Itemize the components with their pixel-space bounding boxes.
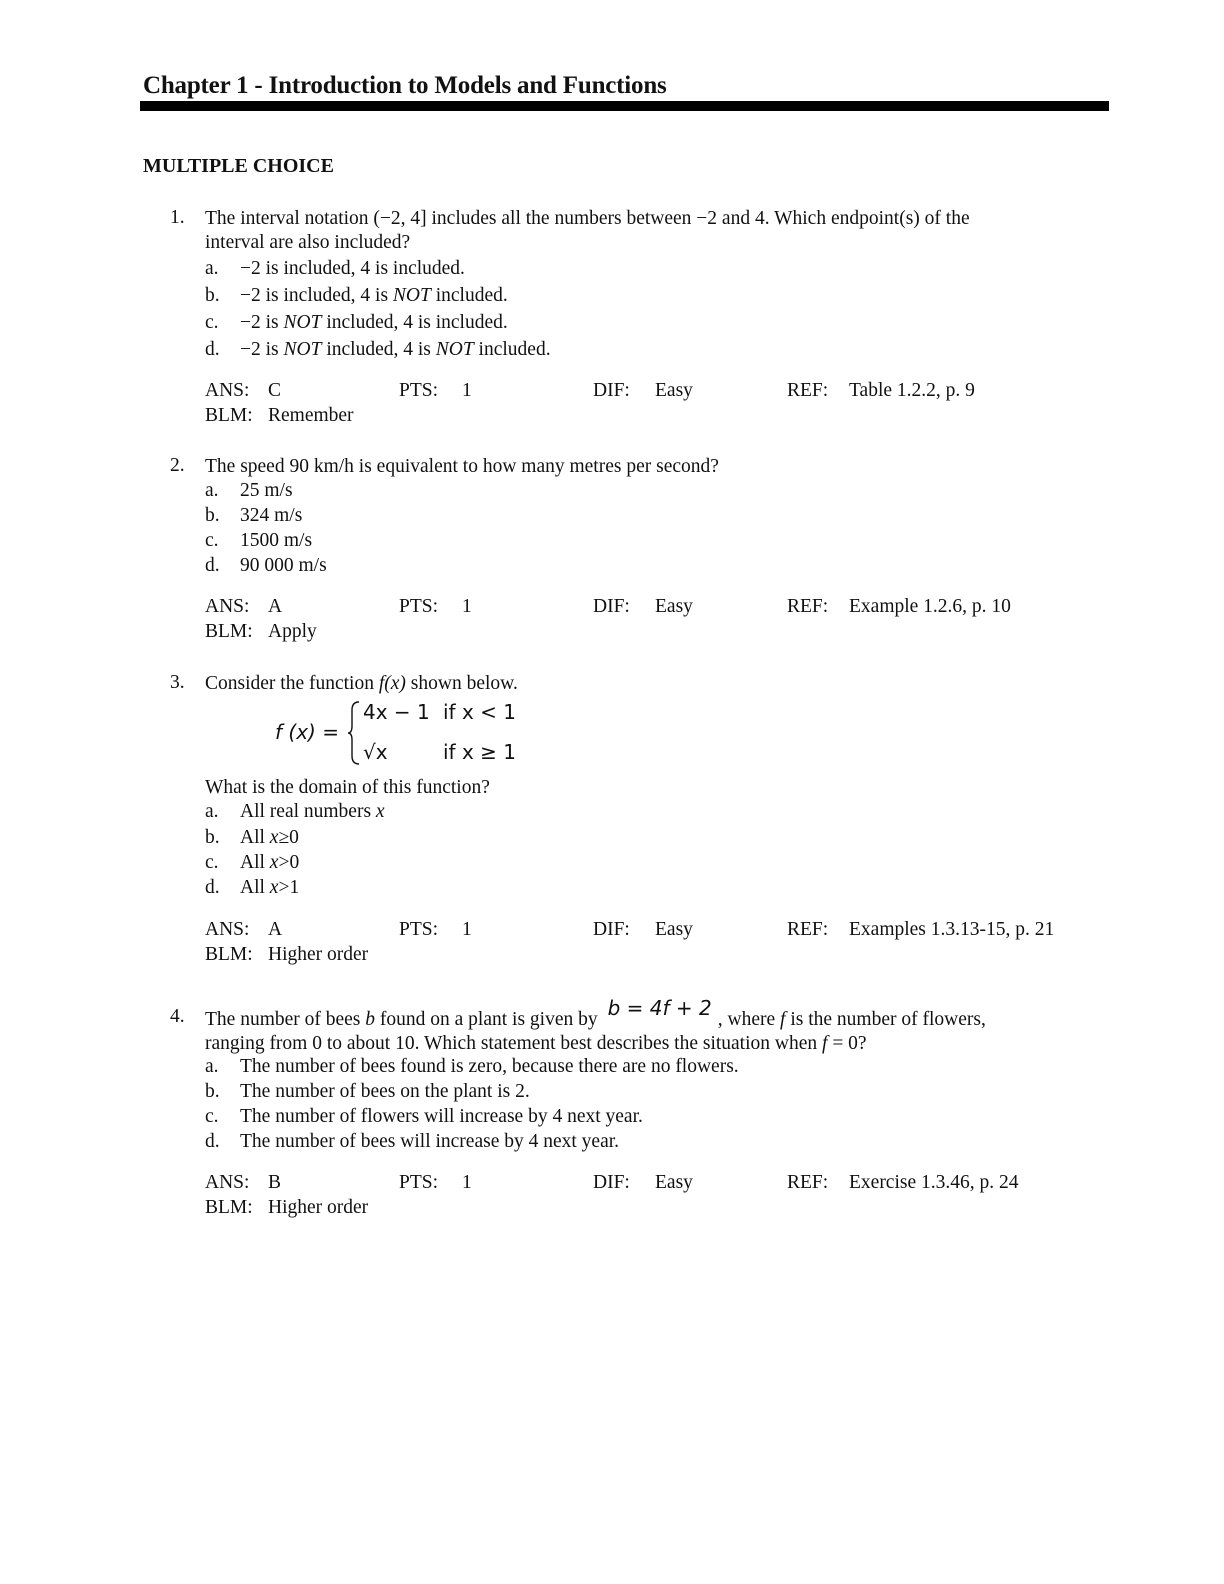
blm-label: BLM:	[205, 621, 253, 642]
pts-value: 1	[462, 1172, 472, 1193]
case2-condition: if x ≥ 1	[443, 740, 516, 764]
option-text: 90 000 m/s	[240, 555, 327, 576]
dif-value: Easy	[655, 380, 693, 401]
option-letter: a.	[205, 258, 219, 279]
dif-label: DIF:	[593, 919, 630, 940]
pts-label: PTS:	[399, 919, 439, 940]
title-rule	[140, 101, 1109, 111]
blm-value: Remember	[268, 405, 354, 426]
dif-value: Easy	[655, 919, 693, 940]
dif-label: DIF:	[593, 380, 630, 401]
blm-label: BLM:	[205, 944, 253, 965]
option-text: All x>0	[240, 852, 300, 873]
pts-value: 1	[462, 380, 472, 401]
case1-condition: if x < 1	[443, 700, 516, 724]
blm-metadata	[205, 621, 1105, 645]
blm-metadata	[205, 944, 1105, 968]
pts-label: PTS:	[399, 1172, 439, 1193]
option-text: 1500 m/s	[240, 530, 313, 551]
section-heading: MULTIPLE CHOICE	[143, 155, 334, 177]
ref-label: REF:	[787, 1172, 829, 1193]
dif-label: DIF:	[593, 596, 630, 617]
question-text-line: ranging from 0 to about 10. Which statement best describes the situation when f = 0?	[205, 1033, 867, 1054]
case1-expression: 4x − 1	[363, 700, 430, 724]
question-number: 4.	[170, 1006, 185, 1027]
option-letter: d.	[205, 1131, 220, 1152]
question-prompt: What is the domain of this function?	[205, 777, 490, 798]
question-number: 1.	[170, 207, 185, 228]
option-letter: c.	[205, 1106, 219, 1127]
option-text: The number of flowers will increase by 4 next year.	[240, 1106, 643, 1127]
question-text: The speed 90 km/h is equivalent to how many metres per second?	[205, 456, 719, 477]
option-letter: d.	[205, 339, 220, 360]
option-letter: a.	[205, 801, 219, 822]
blm-label: BLM:	[205, 405, 253, 426]
answer-metadata	[205, 1172, 1105, 1196]
option-text: −2 is included, 4 is included.	[240, 258, 465, 279]
ans-label: ANS:	[205, 1172, 250, 1193]
option-text: The number of bees found is zero, because there are no flowers.	[240, 1056, 739, 1077]
left-brace	[347, 700, 361, 766]
option-letter: b.	[205, 827, 220, 848]
ref-value: Example 1.2.6, p. 10	[849, 596, 1011, 617]
question-text-line: interval are also included?	[205, 232, 411, 253]
option-text: −2 is NOT included, 4 is included.	[240, 312, 508, 333]
option-letter: b.	[205, 285, 220, 306]
option-letter: a.	[205, 1056, 219, 1077]
blm-metadata	[205, 1197, 1105, 1221]
option-letter: c.	[205, 852, 219, 873]
question-text-line: The interval notation (−2, 4] includes all the numbers between −2 and 4. Which endpoint(s) of the	[205, 208, 970, 229]
pts-label: PTS:	[399, 380, 439, 401]
question-text	[205, 207, 1085, 255]
formula-lhs: f (x) =	[275, 720, 339, 744]
dif-value: Easy	[655, 596, 693, 617]
ans-label: ANS:	[205, 596, 250, 617]
ref-value: Exercise 1.3.46, p. 24	[849, 1172, 1019, 1193]
option-letter: b.	[205, 505, 220, 526]
option-text: 25 m/s	[240, 480, 293, 501]
option-text: 324 m/s	[240, 505, 303, 526]
pts-label: PTS:	[399, 596, 439, 617]
ref-value: Table 1.2.2, p. 9	[849, 380, 975, 401]
dif-label: DIF:	[593, 1172, 630, 1193]
ref-value: Examples 1.3.13-15, p. 21	[849, 919, 1055, 940]
ans-value: C	[268, 380, 282, 401]
question-number: 3.	[170, 672, 185, 693]
dif-value: Easy	[655, 1172, 693, 1193]
chapter-title: Chapter 1 - Introduction to Models and Functions	[143, 72, 667, 99]
blm-value: Higher order	[268, 944, 369, 965]
option-letter: a.	[205, 480, 219, 501]
question-text: Consider the function f(x) shown below.	[205, 673, 518, 694]
option-letter: c.	[205, 530, 219, 551]
option-text: The number of bees on the plant is 2.	[240, 1081, 530, 1102]
option-text: All x>1	[240, 877, 300, 898]
blm-metadata	[205, 405, 1105, 429]
ref-label: REF:	[787, 919, 829, 940]
blm-value: Higher order	[268, 1197, 369, 1218]
case2-expression: √x	[363, 740, 388, 764]
option-letter: b.	[205, 1081, 220, 1102]
option-text: The number of bees will increase by 4 next year.	[240, 1131, 620, 1152]
ans-value: A	[268, 919, 283, 940]
ans-label: ANS:	[205, 919, 250, 940]
question-text-line: The number of bees b found on a plant is given by b = 4f + 2 , where f is the number of flowers,	[205, 996, 986, 1030]
question-text	[205, 996, 1105, 1056]
ans-value: A	[268, 596, 283, 617]
bees-equation: b = 4f + 2	[607, 996, 712, 1020]
option-letter: d.	[205, 877, 220, 898]
option-text: −2 is included, 4 is NOT included.	[240, 285, 508, 306]
answer-metadata	[205, 919, 1105, 943]
pts-value: 1	[462, 596, 472, 617]
ref-label: REF:	[787, 380, 829, 401]
answer-metadata	[205, 596, 1105, 620]
blm-value: Apply	[268, 621, 317, 642]
piecewise-formula	[275, 698, 535, 768]
option-text: All x≥0	[240, 827, 299, 848]
ans-label: ANS:	[205, 380, 250, 401]
option-letter: d.	[205, 555, 220, 576]
option-text: −2 is NOT included, 4 is NOT included.	[240, 339, 551, 360]
question-number: 2.	[170, 455, 185, 476]
option-letter: c.	[205, 312, 219, 333]
ans-value: B	[268, 1172, 282, 1193]
blm-label: BLM:	[205, 1197, 253, 1218]
answer-metadata	[205, 380, 1105, 404]
option-text: All real numbers x	[240, 801, 385, 822]
ref-label: REF:	[787, 596, 829, 617]
pts-value: 1	[462, 919, 472, 940]
